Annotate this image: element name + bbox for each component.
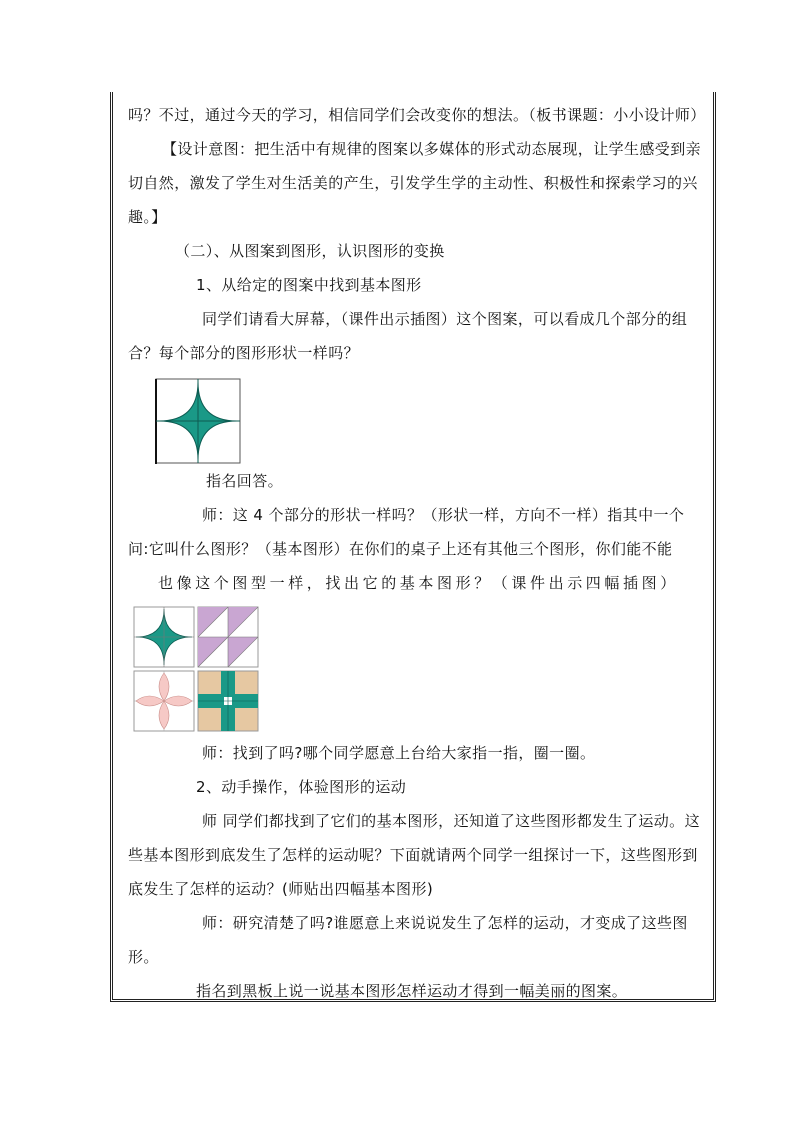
figure-star-pattern	[155, 378, 704, 464]
pattern-petal-tile	[134, 671, 194, 731]
paragraph-blackboard: 指名到黑板上说一说基本图形怎样运动才得到一幅美丽的图案。	[196, 982, 628, 1000]
paragraph-found-it: 师：找到了吗?哪个同学愿意上台给大家指一指，圈一圈。	[202, 744, 596, 762]
paragraph-group-discussion: 师 同学们都找到了它们的基本图形，还知道了这些图形都发生了运动。这些基本图形到底发生了怎样的运动呢？下面就请两个同学一组探讨一下，这些图形到底发生了怎样的运动？(师贴出四幅基本图形)	[128, 812, 700, 898]
pattern-star-tile	[134, 607, 194, 667]
paragraph-find-basic-shape: 也像这个图型一样，找出它的基本图形？（课件出示四幅插图）	[158, 574, 679, 592]
pattern-triangle-tile	[198, 607, 258, 667]
pattern-cross-tile	[198, 671, 258, 731]
paragraph-intro-end: 吗？不过，通过今天的学习，相信同学们会改变你的想法。（板书课题：小小设计师）	[128, 106, 706, 124]
paragraph-look-at-screen: 同学们请看大屏幕，（课件出示插图）这个图案，可以看成几个部分的组合？每个部分的图形形状一样吗？	[128, 310, 688, 362]
paragraph-explain-motion: 师：研究清楚了吗?谁愿意上来说说发生了怎样的运动，才变成了这些图形。	[128, 914, 688, 966]
paragraph-call-on-answer: 指名回答。	[206, 472, 284, 490]
star-pattern-illustration	[155, 378, 241, 464]
section-heading-2: （二）、从图案到图形，认识图形的变换	[175, 242, 445, 260]
paragraph-teacher-question: 师：这 4 个部分的形状一样吗？（形状一样，方向不一样）指其中一个问:它叫什么图形？（基本图形）在你们的桌子上还有其他三个图形，你们能不能	[128, 506, 685, 558]
step-2-heading: 2、动手操作，体验图形的运动	[196, 778, 407, 796]
figure-four-patterns	[133, 606, 704, 732]
document-body	[128, 98, 704, 1008]
four-patterns-illustration	[133, 606, 259, 732]
step-1-heading: 1、从给定的图案中找到基本图形	[196, 276, 422, 294]
design-intent-note: 【设计意图：把生活中有规律的图案以多媒体的形式动态展现，让学生感受到亲切自然，激发了学生对生活美的产生，引发学生学的主动性、积极性和探索学习的兴趣。】	[128, 140, 702, 226]
